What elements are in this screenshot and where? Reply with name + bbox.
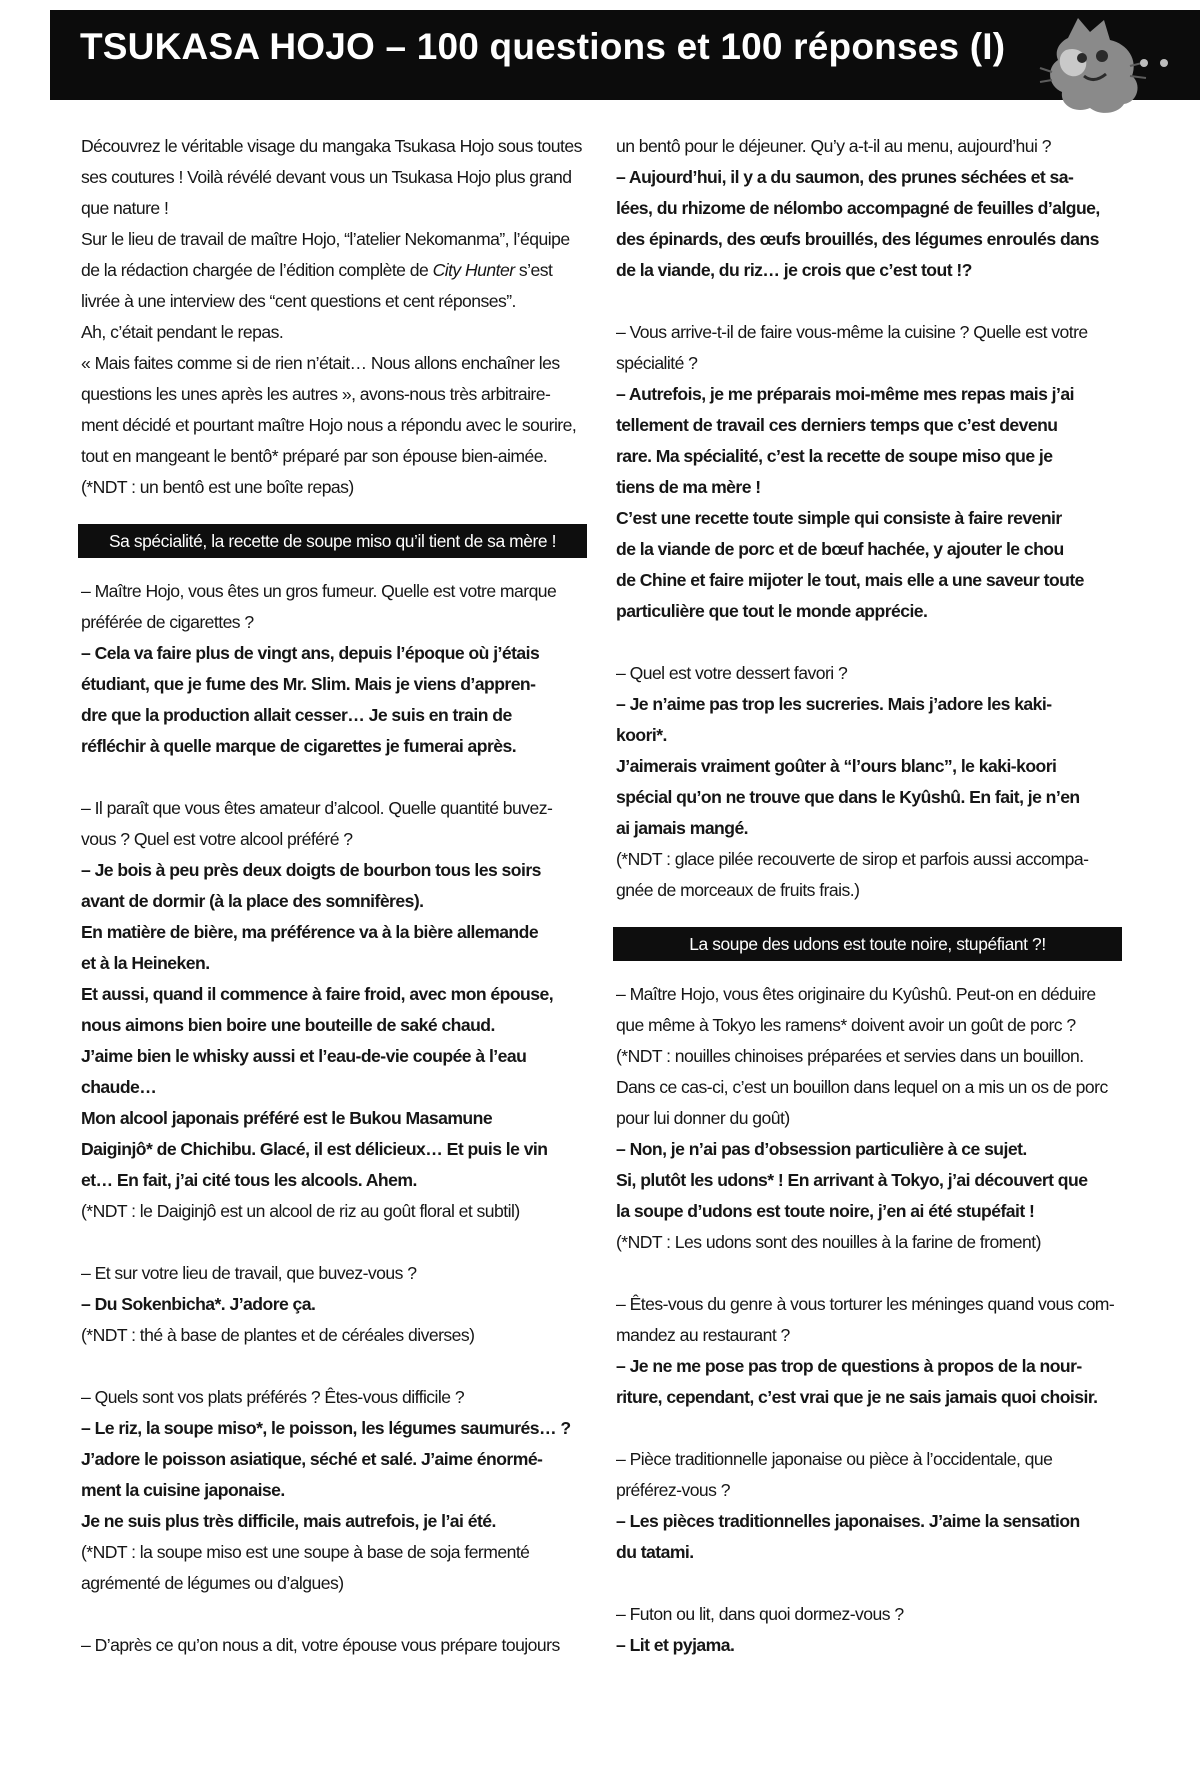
question-line: vous ? Quel est votre alcool préféré ? xyxy=(81,829,353,849)
answer-line: du tatami. xyxy=(616,1542,694,1562)
text-segment: de la rédaction chargée de l’édition complète de xyxy=(81,260,433,280)
note-line: (*NDT : Les udons sont des nouilles à la farine de froment) xyxy=(616,1232,1041,1252)
answer-line: – Autrefois, je me préparais moi-même mes repas mais j’ai xyxy=(616,384,1074,404)
answer-line: spécial qu’on ne trouve que dans le Kyûshû. En fait, je n’en xyxy=(616,787,1080,807)
text-line xyxy=(81,255,587,286)
answer-line: – Les pièces traditionnelles japonaises. J’aime la sensation xyxy=(616,1511,1080,1531)
answer-line: En matière de bière, ma préférence va à la bière allemande xyxy=(81,922,539,942)
answer-line: Daiginjô* de Chichibu. Glacé, il est délicieux… Et puis le vin xyxy=(81,1139,548,1159)
answer-line: et… En fait, j’ai cité tous les alcools. Ahem. xyxy=(81,1170,417,1190)
text-line: (*NDT : un bentô est une boîte repas) xyxy=(81,477,354,497)
note-line: (*NDT : le Daiginjô est un alcool de riz au goût floral et subtil) xyxy=(81,1201,520,1221)
answer-line: J’aimerais vraiment goûter à “l’ours blanc”, le kaki-koori xyxy=(616,756,1057,776)
answer-line: tiens de ma mère ! xyxy=(616,477,761,497)
spacer xyxy=(616,286,1122,317)
answer-line: C’est une recette toute simple qui consiste à faire revenir xyxy=(616,508,1062,528)
answer-line: – Je n’aime pas trop les sucreries. Mais j’adore les kaki- xyxy=(616,694,1052,714)
question-line: – Quel est votre dessert favori ? xyxy=(616,663,848,683)
question-line: que même à Tokyo les ramens* doivent avoir un goût de porc ? xyxy=(616,1015,1076,1035)
answer-line: réfléchir à quelle marque de cigarettes je fumerai après. xyxy=(81,736,517,756)
text-line: questions les unes après les autres », avons-nous très arbitraire- xyxy=(81,384,551,404)
qa-alcohol xyxy=(81,793,587,1227)
answer-line: ai jamais mangé. xyxy=(616,818,749,838)
answer-line: Et aussi, quand il commence à faire froid, avec mon épouse, xyxy=(81,984,554,1004)
answer-line: – Je ne me pose pas trop de questions à propos de la nour- xyxy=(616,1356,1082,1376)
cat-mascot-icon xyxy=(1038,10,1150,120)
title-italic: City Hunter xyxy=(432,260,515,280)
spacer xyxy=(81,1227,587,1258)
note-line: agrémenté de légumes ou d’algues) xyxy=(81,1573,344,1593)
answer-line: tellement de travail ces derniers temps que c’est devenu xyxy=(616,415,1058,435)
answer-line: et à la Heineken. xyxy=(81,953,210,973)
text-line: ment décidé et pourtant maître Hojo nous a répondu avec le sourire, xyxy=(81,415,577,435)
page-header xyxy=(50,10,1200,100)
text-line: livrée à une interview des “cent questions et cent réponses”. xyxy=(81,291,516,311)
question-line: mandez au restaurant ? xyxy=(616,1325,790,1345)
text-line: Sur le lieu de travail de maître Hojo, “l’atelier Nekomanma”, l’équipe xyxy=(81,229,570,249)
answer-line: des épinards, des œufs brouillés, des légumes enroulés dans xyxy=(616,229,1099,249)
qa-dishes xyxy=(81,1382,587,1599)
answer-line: J’aime bien le whisky aussi et l’eau-de-vie coupée à l’eau xyxy=(81,1046,527,1066)
answer-line: J’adore le poisson asiatique, séché et salé. J’aime énormé- xyxy=(81,1449,543,1469)
answer-line: riture, cependant, c’est vrai que je ne sais jamais quoi choisir. xyxy=(616,1387,1098,1407)
qa-bento-question xyxy=(81,1630,587,1661)
question-line: – Futon ou lit, dans quoi dormez-vous ? xyxy=(616,1604,904,1624)
question-line: – Êtes-vous du genre à vous torturer les méninges quand vous com- xyxy=(616,1294,1115,1314)
question-line: – Pièce traditionnelle japonaise ou pièce à l’occidentale, que xyxy=(616,1449,1053,1469)
spacer xyxy=(616,1568,1122,1599)
right-column xyxy=(616,131,1122,1661)
spacer xyxy=(616,1413,1122,1444)
qa-ramen xyxy=(616,979,1122,1258)
qa-cooking xyxy=(616,317,1122,627)
question-line: – Et sur votre lieu de travail, que buvez-vous ? xyxy=(81,1263,417,1283)
text-line: « Mais faites comme si de rien n’était… Nous allons enchaîner les xyxy=(81,353,560,373)
question-line: préférée de cigarettes ? xyxy=(81,612,254,632)
note-line: (*NDT : la soupe miso est une soupe à base de soja fermenté xyxy=(81,1542,530,1562)
intro-block xyxy=(81,131,587,503)
answer-line: particulière que tout le monde apprécie. xyxy=(616,601,928,621)
question-line: – Maître Hojo, vous êtes un gros fumeur. Quelle est votre marque xyxy=(81,581,557,601)
qa-cigarettes xyxy=(81,576,587,762)
decorative-dots xyxy=(1140,54,1180,72)
answer-line: avant de dormir (à la place des somnifères). xyxy=(81,891,424,911)
text-line: Ah, c’était pendant le repas. xyxy=(81,322,284,342)
answer-line: koori*. xyxy=(616,725,667,745)
qa-dessert xyxy=(616,658,1122,906)
section-heading-udon: La soupe des udons est toute noire, stupéfiant ?! xyxy=(613,927,1122,961)
answer-line: rare. Ma spécialité, c’est la recette de soupe miso que je xyxy=(616,446,1053,466)
qa-restaurant xyxy=(616,1289,1122,1413)
answer-line: de la viande, du riz… je crois que c’est tout !? xyxy=(616,260,972,280)
question-line: préférez-vous ? xyxy=(616,1480,730,1500)
question-line: – Il paraît que vous êtes amateur d’alcool. Quelle quantité buvez- xyxy=(81,798,553,818)
answer-line: étudiant, que je fume des Mr. Slim. Mais je viens d’appren- xyxy=(81,674,536,694)
note-line: pour lui donner du goût) xyxy=(616,1108,790,1128)
dot-icon xyxy=(1140,59,1148,67)
answer-line: – Non, je n’ai pas d’obsession particulière à ce sujet. xyxy=(616,1139,1027,1159)
answer-line: de Chine et faire mijoter le tout, mais elle a une saveur toute xyxy=(616,570,1084,590)
text-segment: s’est xyxy=(514,260,553,280)
spacer xyxy=(616,627,1122,658)
note-line: gnée de morceaux de fruits frais.) xyxy=(616,880,860,900)
note-line: (*NDT : nouilles chinoises préparées et servies dans un bouillon. xyxy=(616,1046,1084,1066)
page-title: TSUKASA HOJO – 100 questions et 100 réponses (I) xyxy=(80,26,1006,67)
note-line: Dans ce cas-ci, c’est un bouillon dans lequel on a mis un os de porc xyxy=(616,1077,1108,1097)
answer-line: dre que la production allait cesser… Je suis en train de xyxy=(81,705,512,725)
text-line: tout en mangeant le bentô* préparé par son épouse bien-aimée. xyxy=(81,446,548,466)
spacer xyxy=(81,1351,587,1382)
answer-line: – Le riz, la soupe miso*, le poisson, les légumes saumurés… ? xyxy=(81,1418,571,1438)
section-heading-miso: Sa spécialité, la recette de soupe miso qu’il tient de sa mère ! xyxy=(78,524,587,558)
question-line: un bentô pour le déjeuner. Qu’y a-t-il au menu, aujourd’hui ? xyxy=(616,136,1051,156)
question-line: – Vous arrive-t-il de faire vous-même la cuisine ? Quelle est votre xyxy=(616,322,1088,342)
answer-line: la soupe d’udons est toute noire, j’en ai été stupéfait ! xyxy=(616,1201,1035,1221)
question-line: – Quels sont vos plats préférés ? Êtes-vous difficile ? xyxy=(81,1387,465,1407)
note-line: (*NDT : thé à base de plantes et de céréales diverses) xyxy=(81,1325,475,1345)
answer-line: Mon alcool japonais préféré est le Bukou Masamune xyxy=(81,1108,493,1128)
answer-line: – Du Sokenbicha*. J’adore ça. xyxy=(81,1294,316,1314)
qa-futon xyxy=(616,1599,1122,1661)
qa-bento xyxy=(616,131,1122,286)
answer-line: Si, plutôt les udons* ! En arrivant à Tokyo, j’ai découvert que xyxy=(616,1170,1088,1190)
text-line: que nature ! xyxy=(81,198,169,218)
spacer xyxy=(616,1258,1122,1289)
answer-line: Je ne suis plus très difficile, mais autrefois, je l’ai été. xyxy=(81,1511,496,1531)
spacer xyxy=(81,1599,587,1630)
qa-room xyxy=(616,1444,1122,1568)
text-line: ses coutures ! Voilà révélé devant vous un Tsukasa Hojo plus grand xyxy=(81,167,572,187)
answer-line: chaude… xyxy=(81,1077,157,1097)
answer-line: – Cela va faire plus de vingt ans, depuis l’époque où j’étais xyxy=(81,643,540,663)
question-line: – Maître Hojo, vous êtes originaire du Kyûshû. Peut-on en déduire xyxy=(616,984,1096,1004)
left-column xyxy=(81,131,587,1661)
qa-work-drink xyxy=(81,1258,587,1351)
dot-icon xyxy=(1160,59,1168,67)
text-line: Découvrez le véritable visage du mangaka Tsukasa Hojo sous toutes xyxy=(81,136,582,156)
question-line: – D’après ce qu’on nous a dit, votre épouse vous prépare toujours xyxy=(81,1635,560,1655)
answer-line: ment la cuisine japonaise. xyxy=(81,1480,285,1500)
note-line: (*NDT : glace pilée recouverte de sirop et parfois aussi accompa- xyxy=(616,849,1089,869)
answer-line: – Aujourd’hui, il y a du saumon, des prunes séchées et sa- xyxy=(616,167,1074,187)
answer-line: – Lit et pyjama. xyxy=(616,1635,735,1655)
answer-line: nous aimons bien boire une bouteille de saké chaud. xyxy=(81,1015,495,1035)
answer-line: lées, du rhizome de nélombo accompagné de feuilles d’algue, xyxy=(616,198,1100,218)
answer-line: – Je bois à peu près deux doigts de bourbon tous les soirs xyxy=(81,860,541,880)
question-line: spécialité ? xyxy=(616,353,698,373)
answer-line: de la viande de porc et de bœuf hachée, y ajouter le chou xyxy=(616,539,1064,559)
spacer xyxy=(81,762,587,793)
